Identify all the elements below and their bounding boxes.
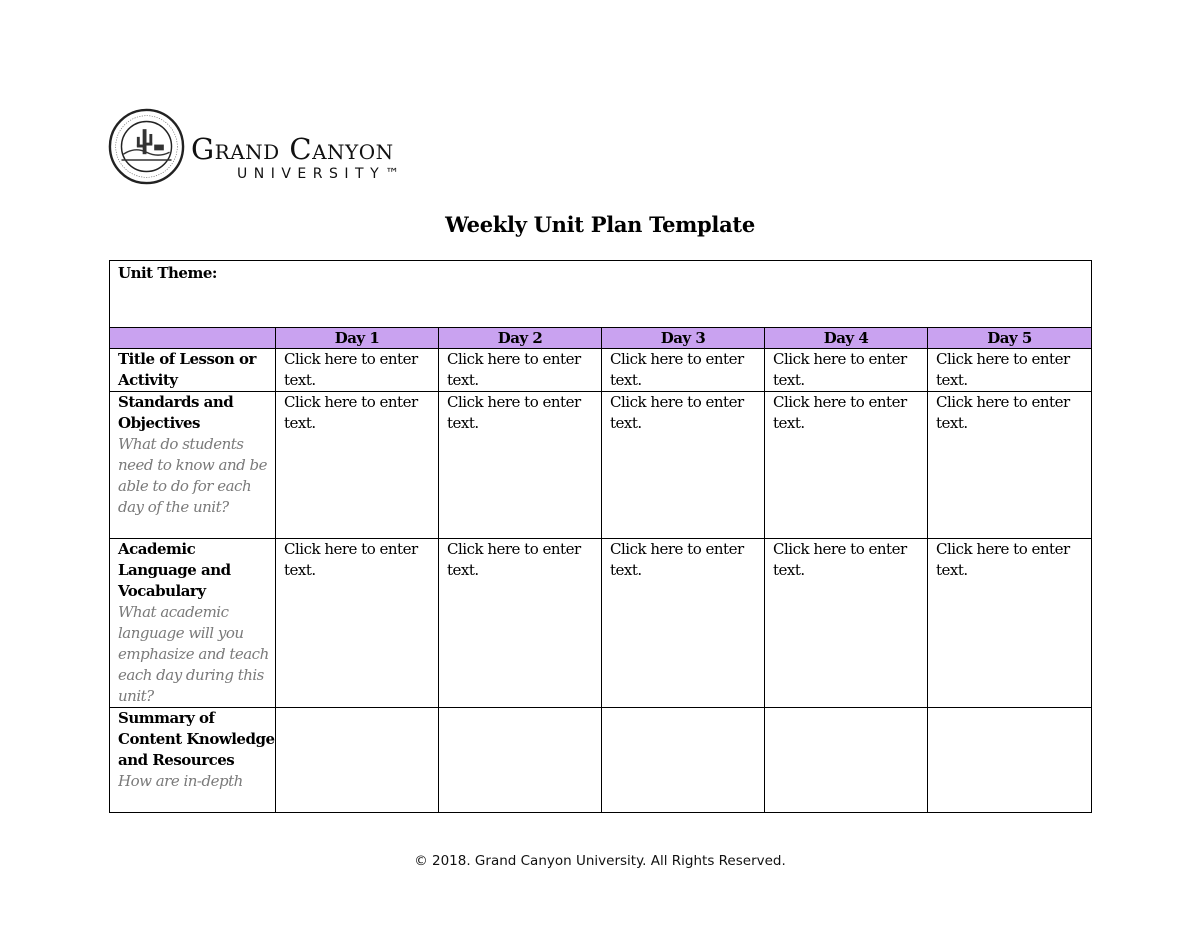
text-entry-cell[interactable]	[439, 708, 602, 813]
table-row	[110, 349, 1092, 392]
table-row	[110, 392, 1092, 539]
unit-theme-label: Unit Theme:	[118, 264, 217, 282]
placeholder-text[interactable]: Click here to enter text.	[936, 540, 1070, 579]
placeholder-text[interactable]: Click here to enter text.	[936, 350, 1070, 389]
header-corner	[110, 328, 276, 349]
text-entry-cell[interactable]	[439, 392, 602, 539]
day-header: Day 4	[765, 328, 928, 349]
row-label: Academic Language and Vocabulary What academic language will you emphasize and teach each day during this unit?	[110, 539, 276, 708]
unit-plan-table	[109, 260, 1092, 813]
text-entry-cell[interactable]	[765, 349, 928, 392]
placeholder-text[interactable]: Click here to enter text.	[610, 393, 744, 432]
text-entry-cell[interactable]	[602, 708, 765, 813]
gcu-logo	[108, 108, 453, 188]
day-header: Day 3	[602, 328, 765, 349]
university-seal-icon	[108, 108, 185, 185]
text-entry-cell[interactable]	[928, 349, 1092, 392]
placeholder-text[interactable]: Click here to enter text.	[447, 350, 581, 389]
row-label: Summary of Content Knowledge and Resources How are in-depth	[110, 708, 276, 813]
row-prompt: What do students need to know and be able to do for each day of the unit?	[118, 435, 267, 516]
placeholder-text[interactable]: Click here to enter text.	[447, 393, 581, 432]
unit-theme-cell[interactable]	[110, 261, 1092, 328]
row-prompt: What academic language will you emphasize and teach each day during this unit?	[118, 603, 269, 705]
text-entry-cell[interactable]	[928, 539, 1092, 708]
page-title: Weekly Unit Plan Template	[445, 212, 755, 237]
placeholder-text[interactable]: Click here to enter text.	[284, 350, 418, 389]
text-entry-cell[interactable]	[602, 349, 765, 392]
placeholder-text[interactable]: Click here to enter text.	[284, 393, 418, 432]
row-label: Title of Lesson or Activity	[110, 349, 276, 392]
row-label: Standards and Objectives What do students need to know and be able to do for each day of the unit?	[110, 392, 276, 539]
text-entry-cell[interactable]	[602, 392, 765, 539]
text-entry-cell[interactable]	[276, 392, 439, 539]
placeholder-text[interactable]: Click here to enter text.	[447, 540, 581, 579]
logo-wordmark: Grand Canyon	[191, 132, 394, 166]
table-row	[110, 708, 1092, 813]
text-entry-cell[interactable]	[765, 708, 928, 813]
logo-subtitle: UNIVERSITY™	[237, 166, 406, 182]
day-header: Day 1	[276, 328, 439, 349]
text-entry-cell[interactable]	[276, 539, 439, 708]
placeholder-text[interactable]: Click here to enter text.	[773, 540, 907, 579]
text-entry-cell[interactable]	[276, 708, 439, 813]
day-header: Day 5	[928, 328, 1092, 349]
text-entry-cell[interactable]	[276, 349, 439, 392]
text-entry-cell[interactable]	[439, 539, 602, 708]
placeholder-text[interactable]: Click here to enter text.	[773, 393, 907, 432]
day-header-row	[110, 328, 1092, 349]
copyright-footer: © 2018. Grand Canyon University. All Rights Reserved.	[414, 853, 786, 869]
day-header: Day 2	[439, 328, 602, 349]
placeholder-text[interactable]: Click here to enter text.	[284, 540, 418, 579]
table-row	[110, 539, 1092, 708]
text-entry-cell[interactable]	[928, 392, 1092, 539]
text-entry-cell[interactable]	[602, 539, 765, 708]
text-entry-cell[interactable]	[765, 539, 928, 708]
placeholder-text[interactable]: Click here to enter text.	[610, 350, 744, 389]
text-entry-cell[interactable]	[928, 708, 1092, 813]
text-entry-cell[interactable]	[765, 392, 928, 539]
placeholder-text[interactable]: Click here to enter text.	[610, 540, 744, 579]
row-prompt: How are in-depth	[118, 772, 243, 790]
placeholder-text[interactable]: Click here to enter text.	[773, 350, 907, 389]
placeholder-text[interactable]: Click here to enter text.	[936, 393, 1070, 432]
text-entry-cell[interactable]	[439, 349, 602, 392]
